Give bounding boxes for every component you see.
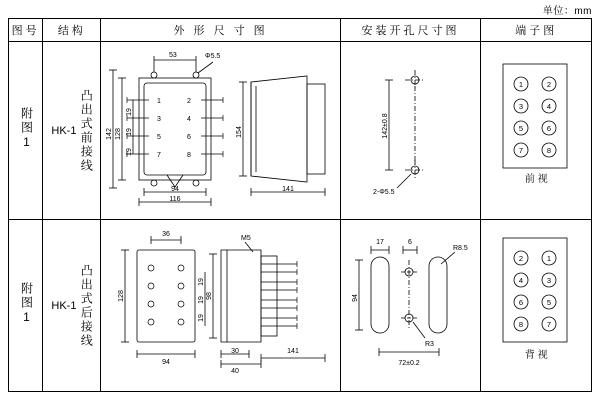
header-mounting: 安装开孔尺寸图: [340, 19, 481, 42]
dim-r3: R3: [424, 341, 434, 349]
terminal-circle-3: 3: [519, 102, 524, 111]
terminal-circle-5: 5: [519, 124, 524, 133]
terminal-caption-rear: 背 视: [524, 350, 548, 362]
terminal-circle-8: 8: [547, 146, 552, 155]
terminal-circle-r7: 8: [519, 320, 524, 330]
terminal-circle-r6: 5: [547, 298, 552, 308]
cell-mounting-2: [340, 220, 481, 392]
dim-142-tol: 142±0.8: [381, 113, 389, 139]
terminal-circle-4: 4: [547, 102, 552, 111]
dim-142: 142: [106, 128, 114, 140]
header-outline: 外 形 尺 寸 图: [101, 19, 340, 42]
fig-no-label-2: 附图1: [19, 282, 34, 327]
unit-note: 单位：mm: [542, 6, 592, 17]
terminal-circle-6: 6: [547, 124, 552, 133]
dim-94-2: 94: [162, 359, 171, 367]
dim-19-b: 19: [126, 128, 134, 136]
fig-no-label-1: 附图1: [19, 107, 34, 152]
mounting-hole-drawing-rear: [341, 220, 479, 380]
outline-drawing-rear: [101, 220, 337, 380]
dim-116: 116: [169, 196, 182, 203]
cell-terminal-1: [481, 42, 592, 220]
terminal-num-5: 5: [157, 134, 162, 141]
dim-141: 141: [282, 186, 295, 193]
spec-table: [8, 18, 592, 392]
cell-fig-no-2: [9, 220, 43, 392]
dim-154: 154: [236, 126, 244, 138]
structure-label-2: 凸出式后接线: [79, 263, 94, 348]
cell-mounting-1: [340, 42, 481, 220]
cell-outline-1: [101, 42, 340, 220]
dim-6: 6: [407, 239, 412, 247]
structure-label-1: 凸出式前接线: [79, 88, 94, 173]
table-row: [9, 42, 592, 220]
terminal-num-1: 1: [157, 98, 162, 105]
dim-98: 98: [206, 292, 214, 301]
terminal-circle-r8: 7: [547, 320, 552, 330]
dim-19-d: 19: [198, 278, 206, 287]
outline-drawing-front: [101, 42, 337, 208]
dim-19-a: 19: [126, 108, 134, 116]
terminal-circle-7: 7: [519, 146, 524, 155]
dim-128-2: 128: [118, 290, 126, 302]
terminal-num-4: 4: [187, 116, 192, 123]
dim-19-c: 19: [126, 148, 134, 156]
dim-2-phi5-5: 2-Φ5.5: [372, 189, 395, 196]
cell-fig-no-1: [9, 42, 43, 220]
dim-128: 128: [115, 128, 123, 140]
header-structure: 结构: [43, 19, 101, 42]
table-header-row: [9, 19, 592, 42]
terminal-circle-r3: 4: [519, 276, 524, 286]
terminal-num-8: 8: [187, 152, 192, 159]
dim-141-2: 141: [287, 348, 300, 356]
terminal-circle-1: 1: [519, 80, 524, 89]
dim-94: 94: [171, 186, 180, 193]
dim-19-f: 19: [198, 314, 206, 323]
terminal-num-3: 3: [157, 116, 162, 123]
terminal-caption-front: 前 视: [524, 174, 548, 185]
mounting-hole-drawing-front: [341, 42, 479, 208]
table-row: [9, 220, 592, 392]
dim-40: 40: [231, 368, 240, 376]
dim-19-e: 19: [198, 296, 206, 305]
dim-36: 36: [162, 231, 171, 239]
cell-structure-2: [43, 220, 101, 392]
terminal-circle-r5: 6: [519, 298, 524, 308]
dim-94-3: 94: [351, 294, 359, 303]
dim-phi5-5: Φ5.5: [205, 53, 221, 60]
cell-structure-1: [43, 42, 101, 220]
dim-m5: M5: [241, 235, 252, 243]
dim-72-tol: 72±0.2: [398, 360, 420, 368]
dim-r8-5: R8.5: [452, 245, 468, 253]
dim-53: 53: [169, 52, 178, 59]
dim-30: 30: [231, 348, 240, 356]
header-fig-no: 图号: [9, 19, 43, 42]
cell-terminal-2: [481, 220, 592, 392]
terminal-num-7: 7: [157, 152, 162, 159]
dim-17: 17: [375, 239, 384, 247]
terminal-num-2: 2: [187, 98, 192, 105]
terminal-circle-r4: 3: [547, 276, 552, 286]
model-label-2: HK-1: [51, 299, 77, 312]
terminal-num-6: 6: [187, 134, 192, 141]
header-terminal: 端子图: [481, 19, 592, 42]
model-label-1: HK-1: [51, 124, 77, 137]
terminal-circle-r2: 1: [547, 254, 552, 264]
cell-outline-2: [101, 220, 340, 392]
terminal-circle-2: 2: [547, 80, 552, 89]
terminal-circle-r1: 2: [519, 254, 524, 264]
